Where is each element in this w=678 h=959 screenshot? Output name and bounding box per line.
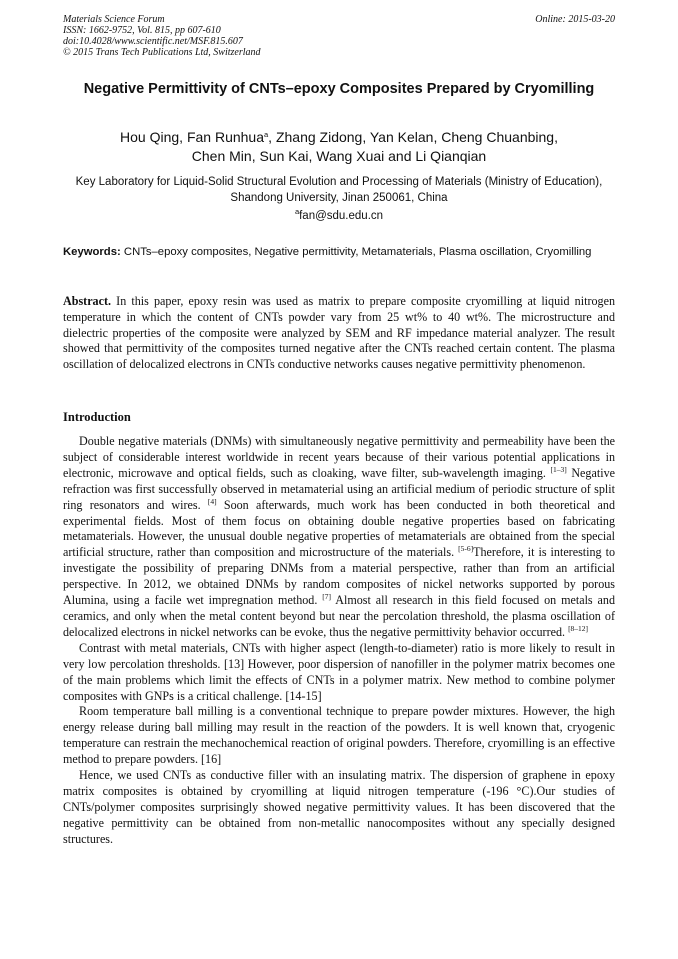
citation: [5-6] [458, 544, 474, 554]
author-email: fan@sdu.edu.cn [299, 210, 384, 222]
copyright-line: © 2015 Trans Tech Publications Ltd, Switzerland [63, 47, 261, 58]
author-names-line2: Chen Min, Sun Kai, Wang Xuai and Li Qianqian [191, 148, 487, 164]
author-list [63, 128, 615, 166]
citation: [8–12] [568, 623, 589, 633]
keywords-text: CNTs–epoxy composites, Negative permittivity, Metamaterials, Plasma oscillation, Cryomilling [120, 246, 592, 258]
keywords [63, 245, 615, 260]
journal-header [63, 14, 615, 58]
email-marker: a [294, 207, 300, 216]
paragraph-text: Negative refraction was first successfully observed in metamaterial using an artificial medium of periodic structure of split ring resonators and wires. [63, 465, 615, 512]
author-affil-marker: a [264, 130, 269, 139]
issn-line: ISSN: 1662-9752, Vol. 815, pp 607-610 [63, 25, 221, 36]
citation: [4] [207, 496, 217, 506]
paper-title: Negative Permittivity of CNTs–epoxy Composites Prepared by Cryomilling [83, 81, 595, 97]
paragraph-text: Almost all research in this field focused on metals and ceramics, and only when the metal content beyond but near the percolation threshold, the plasma oscillation of delocalized electrons in nickel networks can be evoke, thus the negative permittivity behavior occurred. [63, 593, 615, 639]
paragraph [63, 434, 615, 641]
author-names-first: Hou Qing, Fan Runhua [120, 129, 264, 145]
journal-name: Materials Science Forum [63, 14, 165, 25]
affiliation-text: Key Laboratory for Liquid-Solid Structural Evolution and Processing of Materials (Ministry of Education), Shandong University, Jinan 250061, China [75, 176, 603, 204]
section-heading: Introduction [63, 410, 131, 424]
abstract-label: Abstract. [63, 294, 112, 308]
abstract-text: In this paper, epoxy resin was used as matrix to prepare composite cryomilling at liquid nitrogen temperature in which the content of CNTs powder vary from 25 wt% to 40 wt%. The microstructure and dielectric properties of the composite were analyzed by SEM and RF impedance material analyzer. The result showed that permittivity of the composites turned negative after the CNTs reached certain content. The plasma oscillation of delocalized electrons in CNTs conductive networks causes negative permittivity phenomenon. [63, 294, 615, 372]
citation: [7] [322, 592, 331, 602]
keywords-label: Keywords: [63, 246, 121, 258]
email-line [63, 208, 615, 224]
paragraph: Hence, we used CNTs as conductive filler with an insulating matrix. The dispersion of graphene in epoxy matrix composites is obtained by cryomilling at liquid nitrogen temperature (-196 °C).Our studies of CNTs/polymer composites surprisingly showed negative permittivity values. It has been discovered that the negative permittivity can be obtained from non-metallic nanocomposites without any specially designed structures. [63, 768, 615, 846]
abstract [63, 294, 615, 373]
doi-line: doi:10.4028/www.scientific.net/MSF.815.607 [63, 36, 243, 47]
paragraph-text: Therefore, it is interesting to investigate the possibility of preparing DNMs from a material perspective, rather than from an artificial perspective. In 2012, we obtained DNMs by random composites of nickel networks supported by porous Alumina, using a facile wet impregnation method. [63, 545, 615, 608]
citation: [1–3] [550, 464, 567, 474]
paragraph: Room temperature ball milling is a conventional technique to prepare powder mixtures. However, the high energy release during ball milling may result in the reaction of the powders. It is well known that, cryogenic temperature can restrain the mechanochemical reaction of original powders. Therefore, cryomilling is an effective method to prepare powders. [16] [63, 704, 615, 767]
introduction-section [63, 409, 615, 848]
author-names-line1: , Zhang Zidong, Yan Kelan, Cheng Chuanbing, [268, 129, 558, 145]
paragraph: Contrast with metal materials, CNTs with higher aspect (length-to-diameter) ratio is more likely to result in very low percolation thresholds. [13] However, poor dispersion of nanofiller in the polymer matrix becomes one of the main problems which limit the effects of CNTs in a polymer matrix. New method to combine polymer composites with GNPs is a critical challenge. [14-15] [63, 640, 615, 703]
online-date: Online: 2015-03-20 [535, 14, 615, 25]
affiliation [63, 174, 615, 224]
paragraph-text: Double negative materials (DNMs) with simultaneously negative permittivity and permeability have been the subject of considerable interest worldwide in recent years because of their various potential applications in electronic, microwave and optical fields, such as cloaking, wave filter, sub-wavelength imaging. [63, 434, 615, 480]
paragraph-text: Soon afterwards, much work has been conducted in both theoretical and experimental fields. Most of them focus on obtaining double negative properties based on fabricating metamaterials. However, the unusual double negative properties of metamaterials are obtained from the special artificial structure, rather than composition and microstructure of the materials. [63, 497, 616, 560]
